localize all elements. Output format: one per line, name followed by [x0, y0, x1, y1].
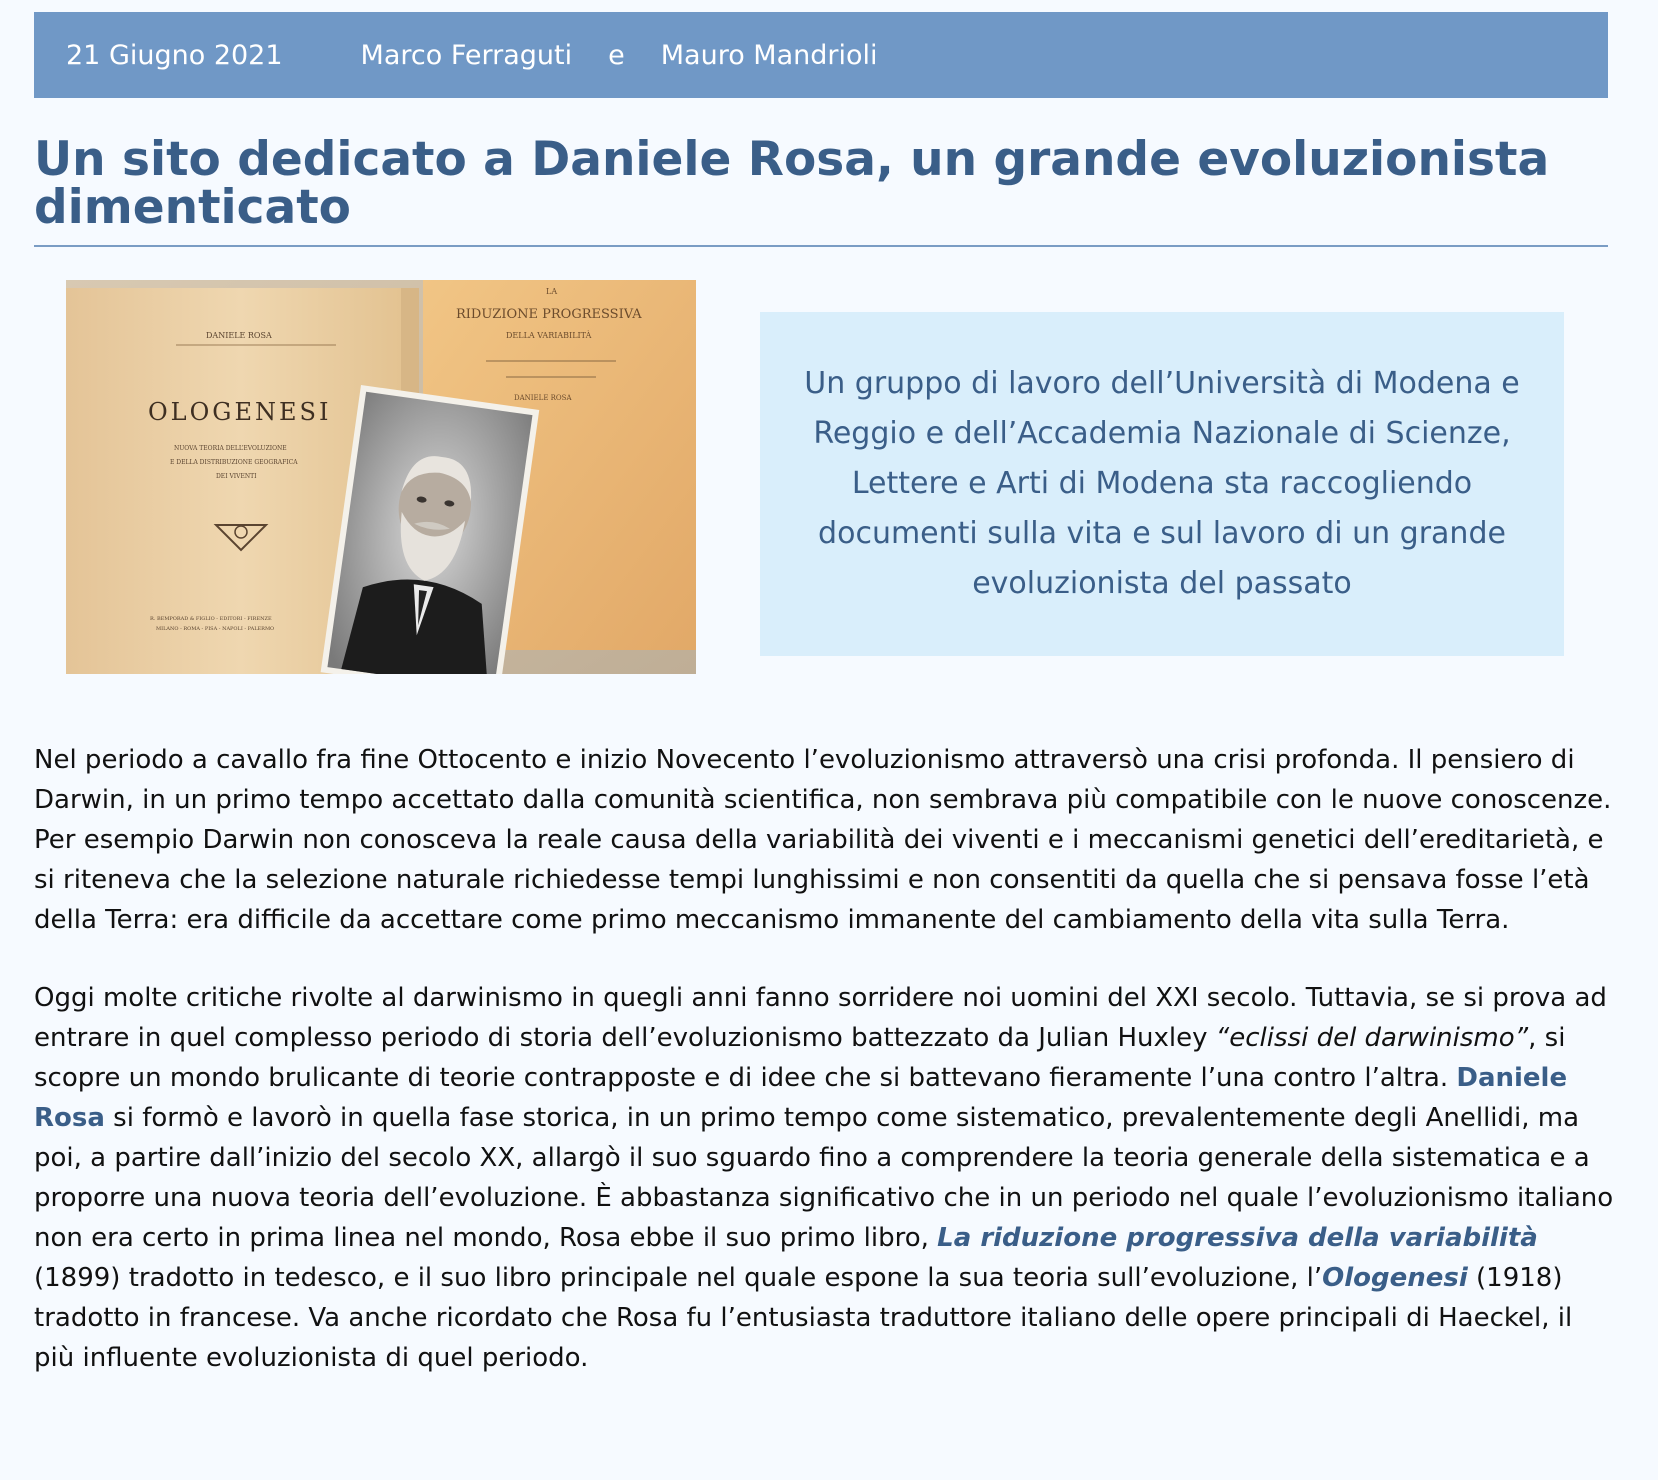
paragraph-1: Nel periodo a cavallo fra fine Ottocento e inizio Novecento l’evoluzionismo attraversò una crisi profonda. Il pensiero di Darwin, in un primo tempo accettato dalla comunità scientifica, non sembrava più compatibile con le nuove conoscenze. Per esempio Darwin non conosceva la reale causa della variabilità dei viventi e i meccanismi genetici dell’ereditarietà, e si riteneva che la selezione naturale richiedesse tempi lunghissimi e non consentiti da quella che si pensava fosse l’età della Terra: era difficile da accettare come primo meccanismo immanente del cambiamento della vita sulla Terra. [34, 745, 1612, 935]
article-body [34, 740, 1614, 1378]
highlight-callout [760, 312, 1564, 656]
daniele-rosa-link[interactable]: Daniele Rosa [34, 1063, 1568, 1133]
paragraph-2-text: (1899) tradotto in tedesco, e il suo libro principale nel quale espone la sua teoria sull’evoluzione, l’ [34, 1263, 1323, 1293]
paragraph-2 [34, 978, 1614, 1378]
paragraph-2-text: (1918) tradotto in francese. Va anche ricordato che Rosa fu l’entusiasta traduttore italiano delle opere principali di Haeckel, il più influente evoluzionista di quel periodo. [34, 1263, 1573, 1373]
book-left-author: DANIELE ROSA [206, 331, 272, 340]
book-right-line-2: RIDUZIONE PROGRESSIVA [456, 307, 642, 322]
book-left-subtitle-3: DEI VIVENTI [216, 473, 257, 480]
book-left-title: OLOGENESI [148, 398, 332, 426]
publish-date: 21 Giugno 2021 [66, 39, 283, 71]
title-divider [34, 245, 1608, 247]
book-right-line-1: LA [546, 287, 558, 296]
article-photo [66, 280, 696, 674]
author-conjunction: e [608, 39, 625, 71]
callout-text: Un gruppo di lavoro dell’Università di Modena e Reggio e dell’Accademia Nazionale di Scienze, Lettere e Arti di Modena sta raccogliendo documenti sulla vita e sul lavoro di un grande evoluzionista del passato [804, 366, 1520, 601]
ologenesi-book-link[interactable]: Ologenesi [1322, 1263, 1468, 1293]
author-link-2[interactable]: Mauro Mandrioli [660, 39, 878, 71]
huxley-quote: “eclissi del darwinismo” [1215, 1023, 1529, 1053]
paragraph-2-text: Oggi molte critiche rivolte al darwinismo in quegli anni fanno sorridere noi uomini del XXI secolo. Tuttavia, se si prova ad entrare in quel complesso periodo di storia dell’evoluzionismo battezzato da Julian Huxley [34, 983, 1607, 1053]
article-title: Un sito dedicato a Daniele Rosa, un grande evoluzionista dimenticato [34, 132, 1550, 235]
article-meta-bar [34, 12, 1608, 98]
book-left-publisher-1: R. BEMPORAD & FIGLIO - EDITORI - FIRENZE [150, 616, 272, 622]
book-right-line-3: DELLA VARIABILITÀ [506, 331, 592, 340]
books-and-portrait-illustration [66, 280, 696, 674]
book-left-publisher-2: MILANO - ROMA - PISA - NAPOLI - PALERMO [156, 626, 275, 632]
paragraph-2-text: si formò e lavorò in quella fase storica, in un primo tempo come sistematico, prevalentemente degli Anellidi, ma poi, a partire dall’inizio del secolo XX, allargò il suo sguardo fino a comprendere la teoria generale della sistematica e a proporre una nuova teoria dell’evoluzione. È abbastanza significativo che in un periodo nel quale l’evoluzionismo italiano non era certo in prima linea nel mondo, Rosa ebbe il suo primo libro, [34, 1103, 1614, 1253]
riduzione-book-link[interactable]: La riduzione progressiva della variabilità [937, 1223, 1538, 1253]
author-link-1[interactable]: Marco Ferraguti [360, 39, 573, 71]
book-left-subtitle-2: E DELLA DISTRIBUZIONE GEOGRAFICA [170, 459, 298, 466]
book-left-subtitle-1: NUOVA TEORIA DELL’EVOLUZIONE [174, 445, 287, 452]
paragraph-2-text: , si scopre un mondo brulicante di teorie contrapposte e di idee che si battevano fieramente l’una contro l’altra. [34, 1023, 1566, 1093]
book-right-author: DANIELE ROSA [514, 394, 572, 402]
